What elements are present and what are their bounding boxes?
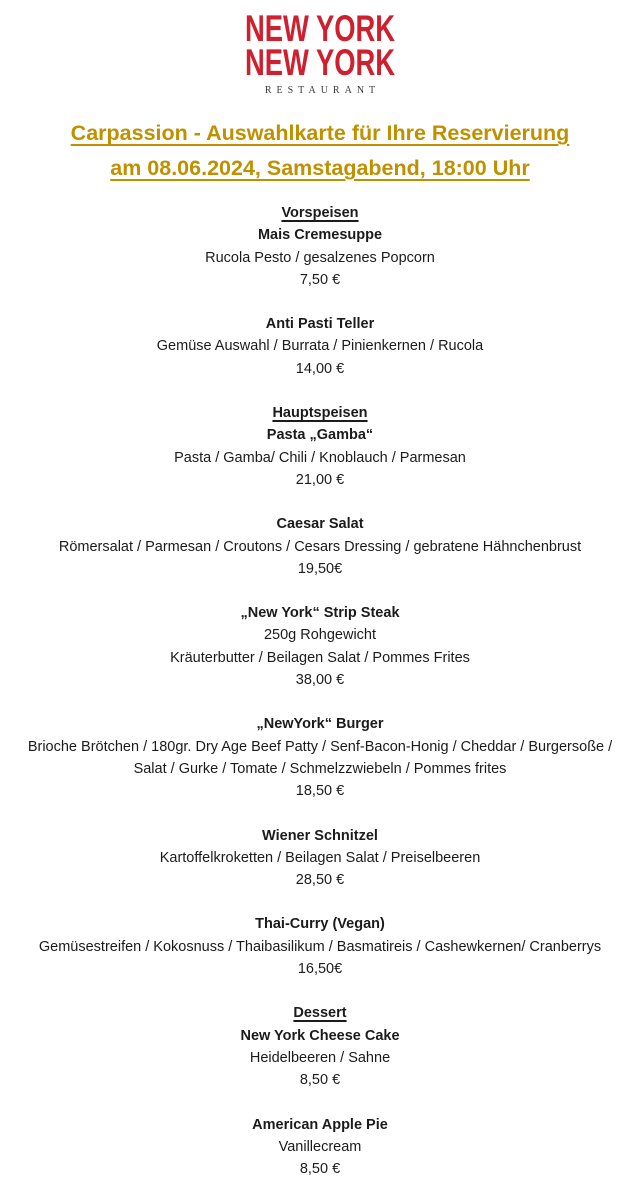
menu-item-name: Thai-Curry (Vegan) [255, 916, 385, 933]
menu-item-desc-line: Gemüsestreifen / Kokosnuss / Thaibasilikum / Basmatireis / Cashewkernen/ Cranberrys [38, 938, 602, 955]
menu-item-desc-line: Kräuterbutter / Beilagen Salat / Pommes Frites [170, 649, 470, 666]
menu-item-name: „New York“ Strip Steak [240, 605, 400, 622]
menu-item-price: 7,50 € [299, 271, 341, 288]
logo-subtitle: RESTAURANT [264, 85, 381, 96]
menu-item-american-apple-pie [0, 1114, 640, 1181]
menu-item-price: 21,00 € [295, 471, 345, 488]
menu-item-price: 8,50 € [299, 1161, 341, 1178]
menu-item-desc-line: Pasta / Gamba/ Chili / Knoblauch / Parmesan [174, 449, 466, 466]
menu-item-price: 16,50€ [297, 961, 343, 978]
menu-item-price: 18,50 € [295, 783, 345, 800]
menu-item-new-york-cheese-cake [0, 1025, 640, 1092]
menu-item-price: 8,50 € [299, 1072, 341, 1089]
menu-item-thai-curry-vegan [0, 913, 640, 980]
menu-item-name: Mais Cremesuppe [257, 227, 383, 244]
reservation-title [0, 116, 640, 186]
menu-item-pasta-gamba [0, 424, 640, 491]
section-heading-hauptspeisen: Hauptspeisen [272, 405, 368, 422]
section-heading-dessert: Dessert [293, 1005, 347, 1022]
menu-item-name: Caesar Salat [276, 516, 364, 533]
menu-item-price: 14,00 € [295, 360, 345, 377]
restaurant-logo [0, 0, 640, 96]
menu-item-name: „NewYork“ Burger [256, 716, 384, 733]
menu-item-mais-cremesuppe [0, 224, 640, 291]
menu-item-desc-line: 250g Rohgewicht [263, 627, 377, 644]
menu-item-name: Wiener Schnitzel [262, 827, 378, 844]
menu-item-price: 19,50€ [297, 560, 343, 577]
reservation-title-line2 [0, 151, 640, 186]
menu-item-desc-line: Rucola Pesto / gesalzenes Popcorn [205, 249, 435, 266]
menu-item-price: 28,50 € [295, 872, 345, 889]
menu-item-name: Anti Pasti Teller [265, 316, 375, 333]
menu-item-name: New York Cheese Cake [240, 1027, 400, 1044]
menu-item-desc-line: Brioche Brötchen / 180gr. Dry Age Beef Patty / Senf-Bacon-Honig / Cheddar / Burgersoße / [27, 738, 613, 755]
menu-item-desc-line: Salat / Gurke / Tomate / Schmelzzwiebeln / Pommes frites [133, 760, 507, 777]
menu-item-desc-line: Römersalat / Parmesan / Croutons / Cesars Dressing / gebratene Hähnchenbrust [58, 538, 582, 555]
menu-item-wiener-schnitzel [0, 825, 640, 892]
menu-item-name: American Apple Pie [252, 1116, 388, 1133]
menu-item-anti-pasti-teller [0, 313, 640, 380]
logo-text-line1: NEW YORK [244, 8, 396, 49]
reservation-title-line1 [0, 116, 640, 151]
menu-content [0, 202, 640, 1180]
menu-item-caesar-salat [0, 513, 640, 580]
logo-text-line2: NEW YORK [244, 42, 396, 83]
menu-item-newyork-burger [0, 713, 640, 802]
menu-item-desc-line: Kartoffelkroketten / Beilagen Salat / Preiselbeeren [159, 849, 481, 866]
section-heading-vorspeisen: Vorspeisen [281, 205, 359, 221]
menu-item-name: Pasta „Gamba“ [266, 427, 374, 444]
reservation-title-line1-text: Carpassion - Auswahlkarte für Ihre Reservierung [70, 121, 570, 145]
reservation-title-line2-text: am 08.06.2024, Samstagabend, 18:00 Uhr [110, 156, 530, 180]
menu-item-desc-line: Heidelbeeren / Sahne [249, 1049, 391, 1066]
menu-item-desc-line: Gemüse Auswahl / Burrata / Pinienkernen / Rucola [156, 338, 484, 355]
menu-item-price: 38,00 € [295, 672, 345, 689]
menu-item-desc-line: Vanillecream [278, 1138, 362, 1155]
menu-item-new-york-strip-steak [0, 602, 640, 691]
